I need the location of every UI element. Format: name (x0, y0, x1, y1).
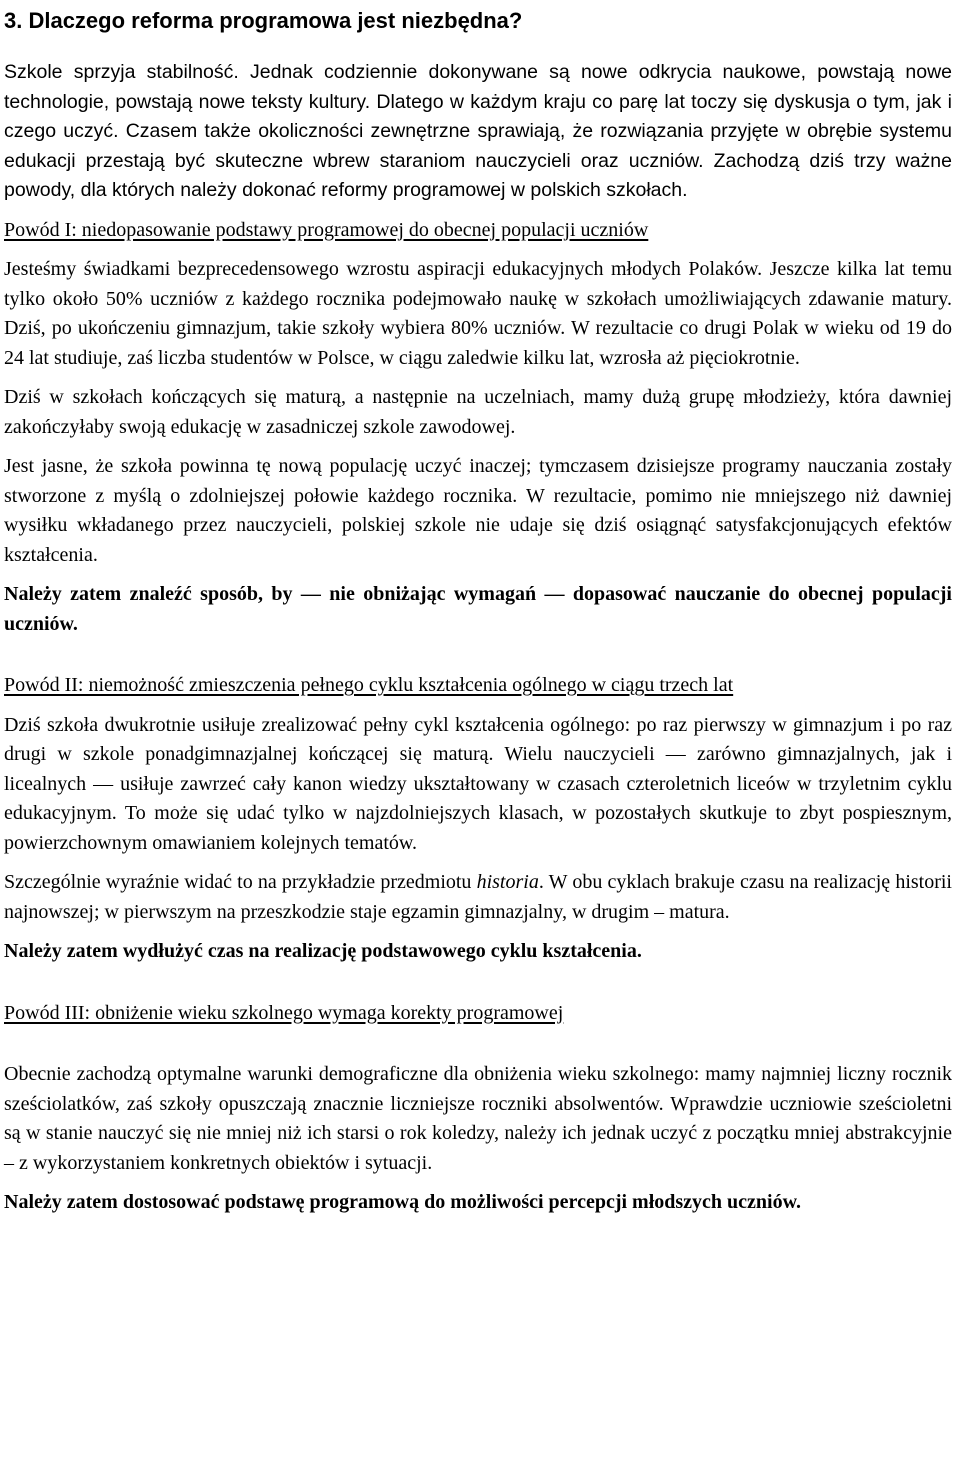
intro-paragraph: Szkole sprzyja stabilność. Jednak codziennie dokonywane są nowe odkrycia naukowe, powstają nowe technologie, powstają nowe teksty kultury. Dlatego w każdym kraju co parę lat toczy się dyskusja o tym, jak i czego uczyć. Czasem także okoliczności zewnętrzne sprawiają, że rozwiązania przyjęte w obrębie systemu edukacji przestają być skuteczne wbrew staraniom nauczycieli oraz uczniów. Zachodzą dziś trzy ważne powody, dla których należy dokonać reformy programowej w polskich szkołach. (4, 61, 952, 201)
reason-3-paragraph-1: Obecnie zachodzą optymalne warunki demograficzne dla obniżenia wieku szkolnego: mamy najmniej liczny rocznik sześciolatków, zaś szkoły opuszczają znacznie liczniejsze roczniki absolwentów. Wprawdzie uczniowie sześcioletni są w stanie nauczyć się nie mniej niż ich starsi o rok koledzy, należy ich jednak uczyć z początku mniej abstrakcyjnie – z wykorzystaniem konkretnych obiektów i sytuacji. (4, 1063, 952, 1174)
reason-2-conclusion: Należy zatem wydłużyć czas na realizację podstawowego cyklu kształcenia. (4, 940, 642, 962)
reason-2-p2-text-after: . W obu cyklach brakuje czasu na realizację historii najnowszej; w pierwszym na przeszkodzie staje egzamin gimnazjalny, w drugim – matura. (4, 871, 952, 923)
reason-2-paragraph-2 (4, 868, 952, 927)
reason-2-p2-text-before: Szczególnie wyraźnie widać to na przykładzie przedmiotu (4, 871, 477, 893)
subject-name-history: historia (476, 871, 539, 893)
reason-1-paragraph-1: Jesteśmy świadkami bezprecedensowego wzrostu aspiracji edukacyjnych młodych Polaków. Jeszcze kilka lat temu tylko około 50% uczniów z każdego rocznika podejmowało naukę w szkołach umożliwiających zdawanie matury. Dziś, po ukończeniu gimnazjum, takie szkoły wybiera 80% uczniów. W rezultacie co drugi Polak w wieku od 19 do 24 lat studiuje, zaś liczba studentów w Polsce, w ciągu zaledwie kilku lat, wzrosła aż pięciokrotnie. (4, 258, 952, 369)
reason-1-paragraph-2: Dziś w szkołach kończących się maturą, a następnie na uczelniach, mamy dużą grupę młodzieży, która dawniej zakończyłaby swoją edukację w zasadniczej szkole zawodowej. (4, 386, 952, 438)
reason-2-paragraph-1: Dziś szkoła dwukrotnie usiłuje zrealizować pełny cykl kształcenia ogólnego: po raz pierwszy w gimnazjum i po raz drugi w szkole ponadgimnazjalnej kończącej się maturą. Wielu nauczycieli — zarówno gimnazjalnych, jak i licealnych — usiłuje zawrzeć cały kanon wiedzy ukształtowany w czasach czteroletnich liceów w trzyletnim cyklu edukacyjnym. To może się udać tylko w najzdolniejszych klasach, w pozostałych skutkuje to zbyt pospiesznym, powierzchownym omawianiem kolejnych tematów. (4, 713, 952, 854)
reason-2-heading: Powód II: niemożność zmieszczenia pełnego cyklu kształcenia ogólnego w ciągu trzech lat (4, 674, 734, 696)
section-title: 3. Dlaczego reforma programowa jest niezbędna? (4, 8, 523, 33)
reason-1-conclusion: Należy zatem znaleźć sposób, by — nie obniżając wymagań — dopasować nauczanie do obecnej populacji uczniów. (4, 583, 952, 635)
reason-3-conclusion: Należy zatem dostosować podstawę programową do możliwości percepcji młodszych uczniów. (4, 1191, 801, 1213)
reason-1-paragraph-3: Jest jasne, że szkoła powinna tę nową populację uczyć inaczej; tymczasem dzisiejsze programy nauczania zostały stworzone z myślą o zdolniejszej połowie każdego rocznika. W rezultacie, pomimo nie mniejszego niż dawniej wysiłku wkładanego przez nauczycieli, polskiej szkole nie udaje się dziś osiągnąć satysfakcjonujących efektów kształcenia. (4, 455, 952, 566)
reason-3-heading: Powód III: obniżenie wieku szkolnego wymaga korekty programowej (4, 1001, 564, 1024)
reason-1-heading: Powód I: niedopasowanie podstawy programowej do obecnej populacji uczniów (4, 218, 649, 241)
